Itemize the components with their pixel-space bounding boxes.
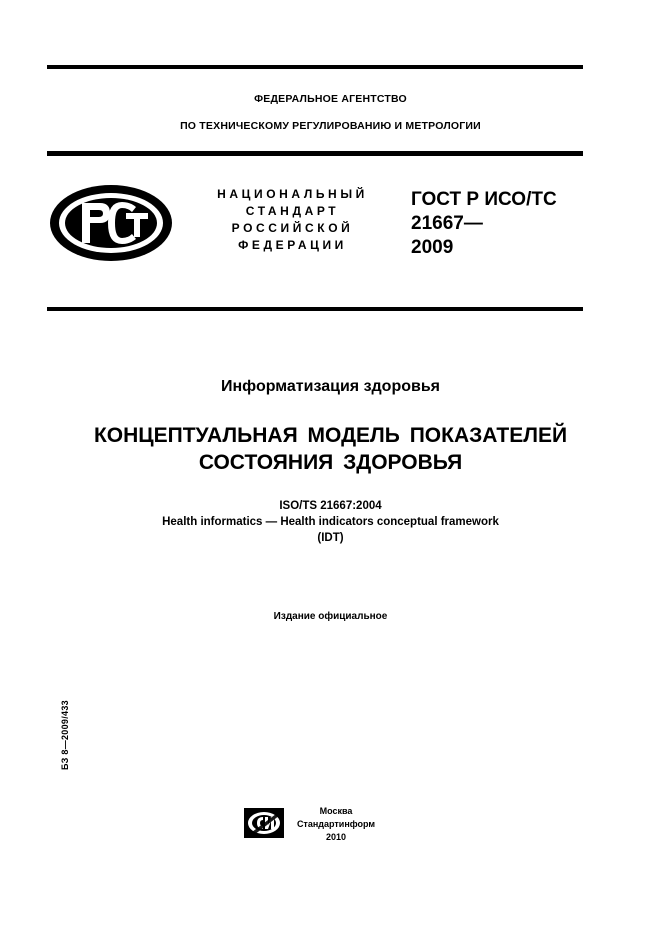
standard-line-2: СТАНДАРТ [245, 204, 340, 218]
designation-line-3: 2009 [411, 237, 454, 258]
publisher-name: Стандартинформ [296, 819, 376, 829]
standard-line-4: ФЕДЕРАЦИИ [238, 238, 347, 252]
iso-english-title: Health informatics — Health indicators conceptual framework [162, 516, 499, 528]
document-subtitle: Информатизация здоровья [220, 378, 440, 395]
document-title [0, 422, 661, 476]
side-code: БЗ 8—2009/433 [60, 700, 70, 770]
designation-line-1: ГОСТ Р ИСО/ТС [411, 189, 557, 210]
agency-line-1: ФЕДЕРАЛЬНОЕ АГЕНТСТВО [254, 93, 407, 105]
edition-label: Издание официальное [273, 611, 388, 622]
title-line-2: СОСТОЯНИЯ ЗДОРОВЬЯ [198, 451, 463, 474]
national-standard-label [200, 186, 385, 254]
agency-line-2: ПО ТЕХНИЧЕСКОМУ РЕГУЛИРОВАНИЮ И МЕТРОЛОГИИ [180, 120, 481, 132]
publisher-city: Москва [319, 806, 353, 816]
standartinform-logo-icon [244, 808, 284, 843]
pct-mark-icon [48, 183, 174, 268]
designation-line-2: 21667— [411, 213, 483, 234]
header-rule [47, 151, 583, 156]
iso-equivalence: (IDT) [317, 532, 344, 544]
standard-designation [411, 188, 557, 260]
iso-reference [0, 498, 661, 546]
publisher-info [286, 805, 386, 844]
standard-line-1: НАЦИОНАЛЬНЫЙ [217, 187, 368, 201]
title-line-1: КОНЦЕПТУАЛЬНАЯ МОДЕЛЬ ПОКАЗАТЕЛЕЙ [93, 424, 568, 447]
standard-line-3: РОССИЙСКОЙ [231, 221, 354, 235]
top-rule [47, 65, 583, 69]
iso-code: ISO/TS 21667:2004 [279, 500, 382, 512]
publisher-year: 2010 [325, 832, 347, 842]
middle-rule [47, 307, 583, 311]
